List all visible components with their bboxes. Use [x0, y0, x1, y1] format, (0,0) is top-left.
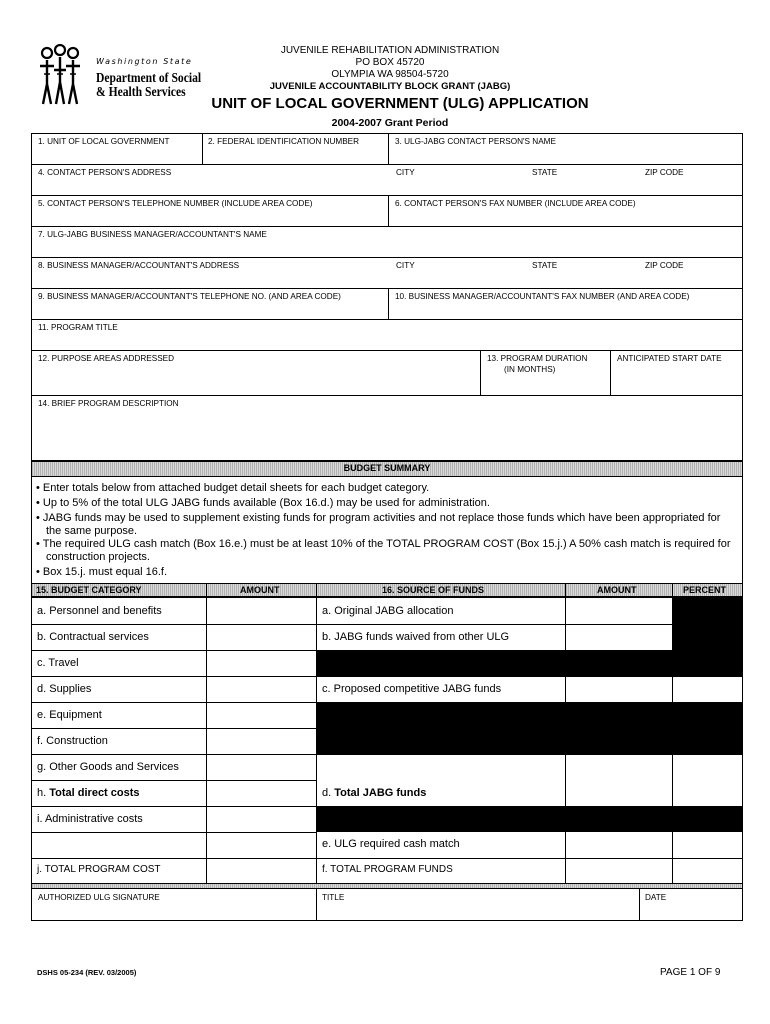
field-business-manager-fax[interactable]: 10. BUSINESS MANAGER/ACCOUNTANT'S FAX NUMBER (AND AREA CODE)	[395, 292, 690, 301]
field-federal-id-number[interactable]: 2. FEDERAL IDENTIFICATION NUMBER	[208, 137, 360, 146]
instruction-bullet: • Enter totals below from attached budget detail sheets for each budget category.	[36, 482, 430, 494]
amount-input-e[interactable]	[207, 703, 315, 727]
org-line3: OLYMPIA WA 98504-5720	[331, 69, 449, 80]
field-contact-city[interactable]: CITY	[396, 168, 415, 177]
amount-input-a[interactable]	[207, 598, 315, 623]
field-program-title[interactable]: 11. PROGRAM TITLE	[38, 323, 118, 332]
field-business-manager-name[interactable]: 7. ULG-JABG BUSINESS MANAGER/ACCOUNTANT'S NAME	[38, 230, 267, 239]
org-line1: JUVENILE REHABILITATION ADMINISTRATION	[280, 45, 500, 56]
source-percent-input-f[interactable]	[673, 859, 742, 883]
org-line2: PO BOX 45720	[355, 57, 425, 68]
source-amount-input-d[interactable]	[566, 755, 671, 805]
page-title: UNIT OF LOCAL GOVERNMENT (ULG) APPLICATION	[211, 95, 589, 112]
instruction-bullet: • Box 15.j. must equal 16.f.	[36, 566, 168, 578]
source-percent-input-e[interactable]	[673, 833, 742, 857]
category-other-goods: g. Other Goods and Services	[37, 761, 179, 773]
field-signature-title[interactable]: TITLE	[322, 893, 345, 902]
logo-state-text: Washington State	[96, 57, 193, 66]
category-administrative: i. Administrative costs	[37, 813, 143, 825]
col-percent: PERCENT	[683, 585, 727, 595]
col-budget-category: 15. BUDGET CATEGORY	[36, 585, 142, 595]
amount-input-h[interactable]	[207, 781, 315, 805]
page-number: PAGE 1 OF 9	[660, 967, 721, 978]
logo-dept-line1: Department of Social	[96, 70, 202, 85]
org-line4: JUVENILE ACCOUNTABILITY BLOCK GRANT (JABG)	[269, 81, 511, 92]
source-amount-input-e[interactable]	[566, 833, 671, 857]
amount-input-d[interactable]	[207, 677, 315, 701]
field-unit-of-local-government[interactable]: 1. UNIT OF LOCAL GOVERNMENT	[38, 137, 170, 146]
field-authorized-signature[interactable]: AUTHORIZED ULG SIGNATURE	[38, 893, 160, 902]
source-amount-input-b[interactable]	[566, 625, 671, 649]
amount-input-j[interactable]	[207, 859, 315, 883]
blocked-row-c	[316, 650, 743, 676]
source-percent-input-c[interactable]	[673, 677, 742, 701]
people-figures-icon	[36, 44, 84, 106]
form-id: DSHS 05-234 (REV. 03/2005)	[37, 968, 137, 977]
source-original-allocation: a. Original JABG allocation	[322, 605, 454, 617]
field-business-manager-city[interactable]: CITY	[396, 261, 415, 270]
source-amount-input-a[interactable]	[566, 598, 671, 623]
category-total-direct: h. Total direct costs	[37, 787, 140, 799]
budget-summary-title: BUDGET SUMMARY	[343, 463, 431, 473]
source-total-jabg: d. Total JABG funds	[322, 787, 427, 799]
field-business-manager-state[interactable]: STATE	[532, 261, 558, 270]
col-amount: AMOUNT	[240, 585, 280, 595]
field-business-manager-address[interactable]: 8. BUSINESS MANAGER/ACCOUNTANT'S ADDRESS	[38, 261, 240, 270]
field-contact-address[interactable]: 4. CONTACT PERSON'S ADDRESS	[38, 168, 172, 177]
field-program-duration-units: (IN MONTHS)	[504, 365, 556, 374]
category-equipment: e. Equipment	[37, 709, 102, 721]
field-contact-telephone[interactable]: 5. CONTACT PERSON'S TELEPHONE NUMBER (INCLUDE AREA CODE)	[38, 199, 313, 208]
category-contractual: b. Contractual services	[37, 631, 149, 643]
logo-dept-line2: & Health Services	[96, 84, 186, 99]
field-program-duration[interactable]: 13. PROGRAM DURATION	[487, 354, 588, 363]
blocked-row-i	[316, 806, 743, 832]
source-total-program-funds: f. TOTAL PROGRAM FUNDS	[322, 864, 453, 875]
amount-input-b[interactable]	[207, 625, 315, 649]
field-contact-state[interactable]: STATE	[532, 168, 558, 177]
page-subtitle: 2004-2007 Grant Period	[331, 117, 449, 129]
field-signature-date[interactable]: DATE	[645, 893, 667, 902]
amount-input-c[interactable]	[207, 651, 315, 675]
field-contact-person-name[interactable]: 3. ULG-JABG CONTACT PERSON'S NAME	[395, 137, 556, 146]
blocked-percent-a-b	[672, 597, 743, 650]
instruction-bullet: • Up to 5% of the total ULG JABG funds available (Box 16.d.) may be used for administration.	[36, 497, 490, 509]
source-amount-input-f[interactable]	[566, 859, 671, 883]
field-business-manager-telephone[interactable]: 9. BUSINESS MANAGER/ACCOUNTANT'S TELEPHONE NO. (AND AREA CODE)	[38, 292, 341, 301]
source-cash-match: e. ULG required cash match	[322, 838, 460, 850]
col-amount-2: AMOUNT	[597, 585, 637, 595]
source-amount-input-c[interactable]	[566, 677, 671, 701]
field-anticipated-start-date[interactable]: ANTICIPATED START DATE	[617, 354, 722, 363]
field-contact-zip[interactable]: ZIP CODE	[645, 168, 684, 177]
field-program-description[interactable]: 14. BRIEF PROGRAM DESCRIPTION	[38, 399, 179, 408]
instruction-bullet: • JABG funds may be used to supplement existing funds for program activities and not replace those funds which have been appropriated for the same purpose.	[36, 512, 721, 537]
category-total-program-cost: j. TOTAL PROGRAM COST	[37, 864, 161, 875]
instruction-bullet: • The required ULG cash match (Box 16.e.) must be at least 10% of the TOTAL PROGRAM COST (Box 15.j.) A 50% cash match is required for construction projects.	[36, 538, 731, 563]
category-travel: c. Travel	[37, 657, 79, 669]
amount-input-i[interactable]	[207, 807, 315, 831]
blocked-rows-e-f	[316, 702, 743, 754]
col-source-of-funds: 16. SOURCE OF FUNDS	[382, 585, 485, 595]
source-percent-input-d[interactable]	[673, 755, 742, 805]
field-contact-fax[interactable]: 6. CONTACT PERSON'S FAX NUMBER (INCLUDE AREA CODE)	[395, 199, 636, 208]
field-purpose-areas[interactable]: 12. PURPOSE AREAS ADDRESSED	[38, 354, 175, 363]
source-waived-funds: b. JABG funds waived from other ULG	[322, 631, 510, 643]
field-business-manager-zip[interactable]: ZIP CODE	[645, 261, 684, 270]
category-construction: f. Construction	[37, 735, 108, 747]
amount-input-f[interactable]	[207, 729, 315, 753]
category-personnel: a. Personnel and benefits	[37, 605, 162, 617]
category-supplies: d. Supplies	[37, 683, 92, 695]
amount-input-g[interactable]	[207, 755, 315, 779]
source-competitive-funds: c. Proposed competitive JABG funds	[322, 683, 502, 695]
